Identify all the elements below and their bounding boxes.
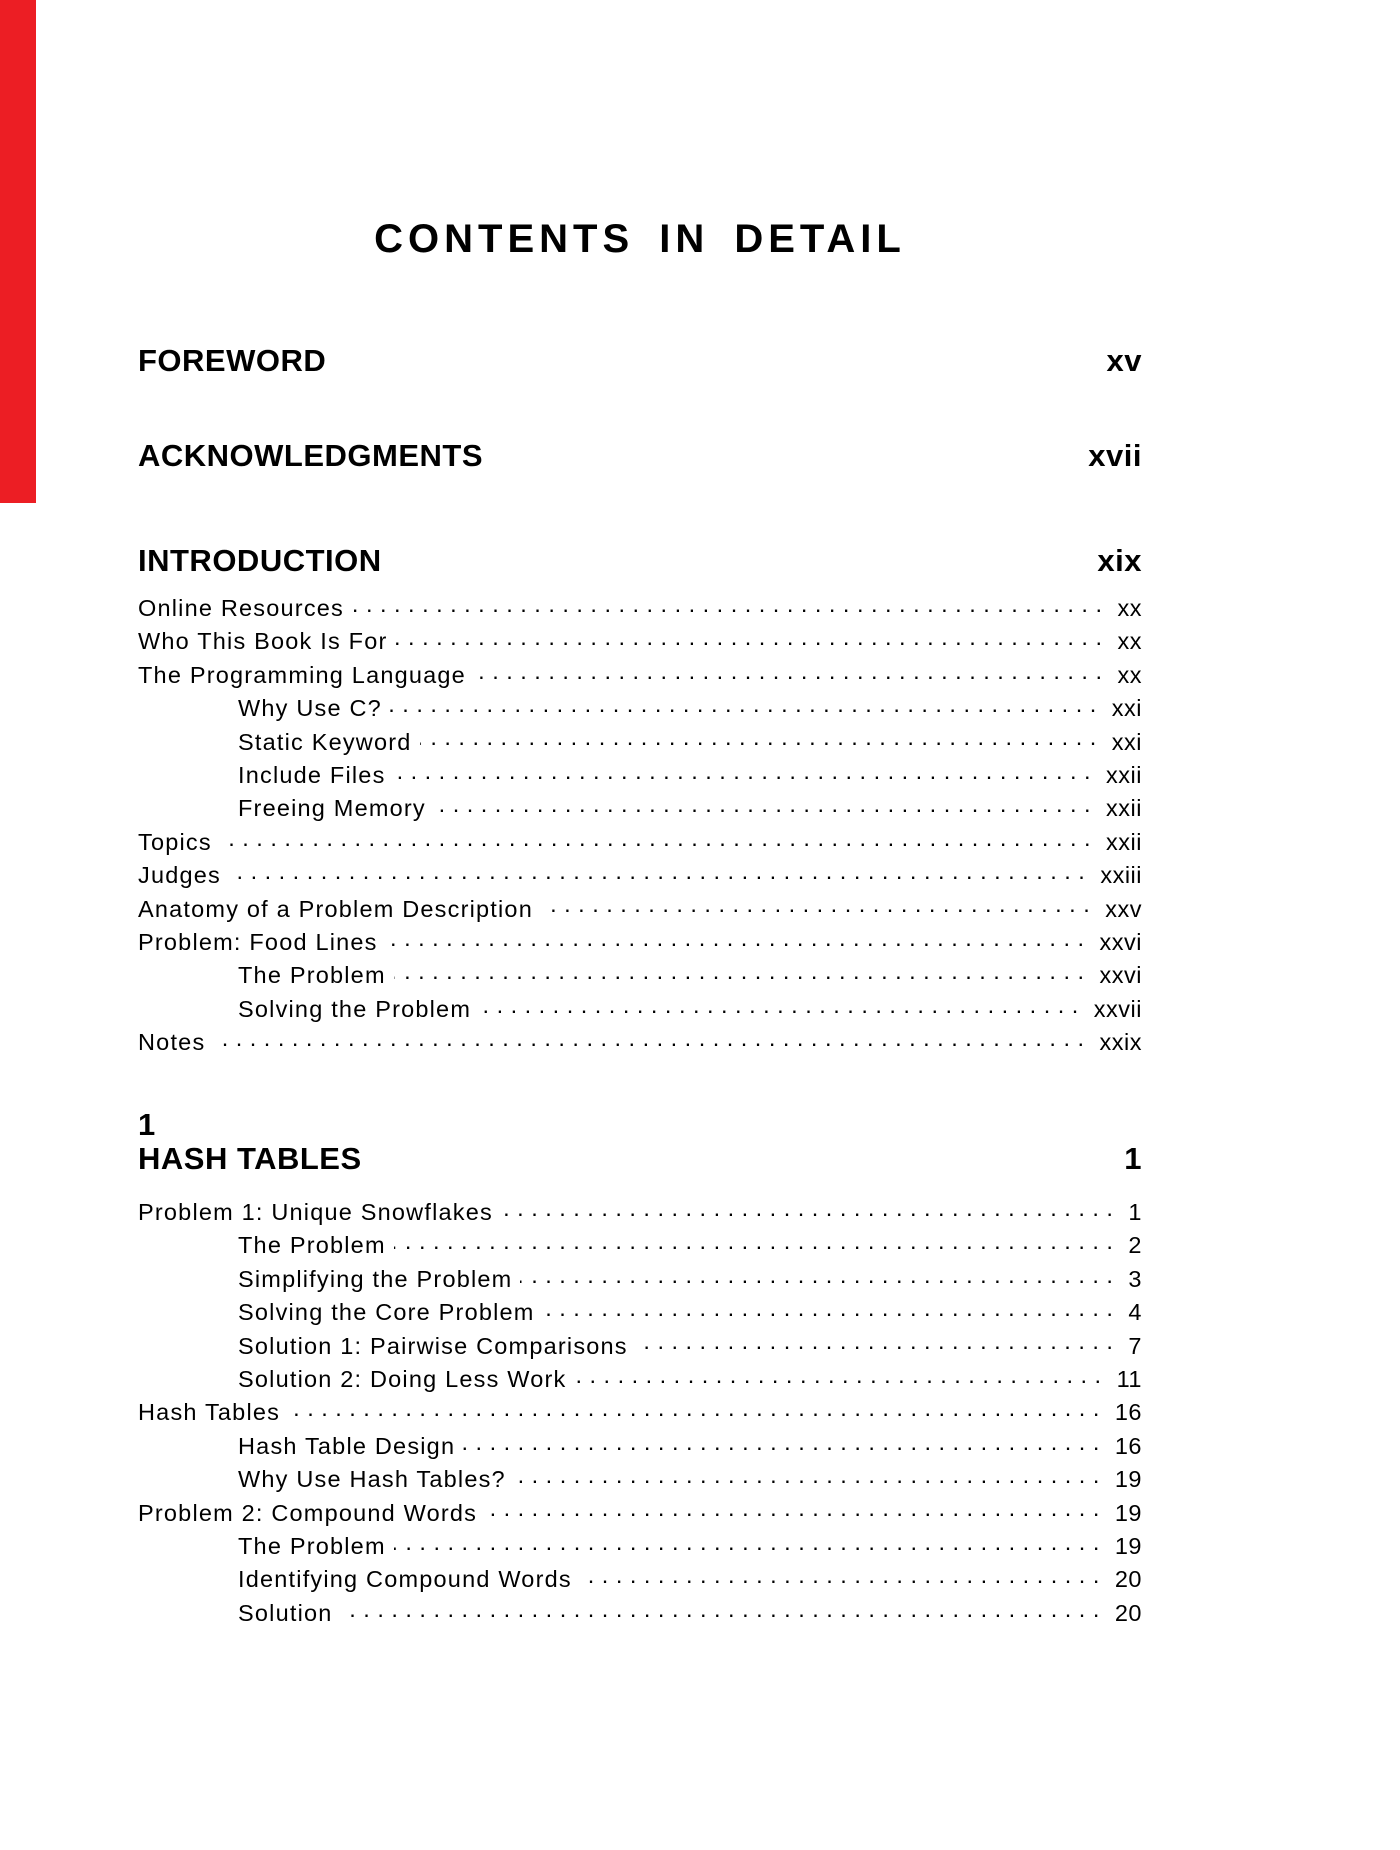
entry-label: Problem 2: Compound Words bbox=[138, 1499, 478, 1526]
toc-entry-row bbox=[138, 726, 1142, 759]
entry-page-number: xxiii bbox=[1100, 862, 1142, 889]
toc-entry-row bbox=[138, 893, 1142, 926]
toc-entry-row bbox=[138, 1430, 1142, 1463]
introduction-entry-list bbox=[138, 592, 1142, 1059]
dot-leader bbox=[474, 659, 1110, 692]
entry-label: Solving the Core Problem bbox=[238, 1299, 535, 1326]
toc-entry-row bbox=[138, 1497, 1142, 1530]
dot-leader bbox=[386, 926, 1092, 959]
toc-entry-row bbox=[138, 1026, 1142, 1059]
toc-entry-row bbox=[138, 959, 1142, 992]
entry-label: Notes bbox=[138, 1029, 206, 1056]
toc-entry-row bbox=[138, 826, 1142, 859]
entry-page-number: xxv bbox=[1105, 895, 1142, 922]
dot-leader bbox=[501, 1196, 1120, 1229]
dot-leader bbox=[213, 1026, 1091, 1059]
entry-page-number: xxii bbox=[1106, 828, 1142, 855]
entry-page-number: 20 bbox=[1114, 1599, 1142, 1626]
toc-entry-row bbox=[138, 659, 1142, 692]
toc-entry-row bbox=[138, 692, 1142, 725]
entry-label: Include Files bbox=[238, 761, 386, 788]
entry-page-number: 11 bbox=[1116, 1365, 1142, 1392]
entry-label: Static Keyword bbox=[238, 728, 412, 755]
dot-leader bbox=[396, 625, 1110, 658]
entry-page-number: xxi bbox=[1111, 728, 1142, 755]
entry-label: The Problem bbox=[238, 962, 386, 989]
entry-label: Solution bbox=[238, 1599, 333, 1626]
toc-entry-row bbox=[138, 1563, 1142, 1596]
entry-label: Solution 1: Pairwise Comparisons bbox=[238, 1332, 628, 1359]
section-label: ACKNOWLEDGMENTS bbox=[138, 438, 484, 473]
section-header-acknowledgments bbox=[138, 439, 1142, 473]
page-title: CONTENTS IN DETAIL bbox=[374, 216, 906, 261]
toc-entry-row bbox=[138, 1530, 1142, 1563]
dot-leader bbox=[352, 592, 1110, 625]
entry-label: Problem: Food Lines bbox=[138, 928, 378, 955]
section-header-introduction bbox=[138, 544, 1142, 578]
toc-entry-row bbox=[138, 1396, 1142, 1429]
entry-page-number: 16 bbox=[1114, 1399, 1142, 1426]
entry-label: The Problem bbox=[238, 1532, 386, 1559]
entry-page-number: xxi bbox=[1111, 695, 1142, 722]
dot-leader bbox=[463, 1430, 1107, 1463]
entry-page-number: 19 bbox=[1114, 1532, 1142, 1559]
entry-page-number: 19 bbox=[1114, 1499, 1142, 1526]
toc-entry-row bbox=[138, 1330, 1142, 1363]
dot-leader bbox=[390, 692, 1104, 725]
toc-entry-row bbox=[138, 1196, 1142, 1229]
section-page-number: xv bbox=[1106, 343, 1142, 378]
entry-label: Topics bbox=[138, 828, 212, 855]
toc-entry-row bbox=[138, 792, 1142, 825]
entry-page-number: xx bbox=[1117, 661, 1142, 688]
early-access-banner bbox=[0, 0, 36, 503]
dot-leader bbox=[434, 792, 1098, 825]
section-label: INTRODUCTION bbox=[138, 543, 382, 578]
dot-leader bbox=[541, 893, 1097, 926]
section-header-foreword bbox=[138, 344, 1142, 378]
entry-page-number: 2 bbox=[1128, 1232, 1142, 1259]
toc-entry-row bbox=[138, 859, 1142, 892]
dot-leader bbox=[636, 1330, 1121, 1363]
section-page-number: xix bbox=[1097, 543, 1142, 578]
section-page-number: xvii bbox=[1088, 438, 1142, 473]
dot-leader bbox=[485, 1497, 1107, 1530]
chapter-number: 1 bbox=[138, 1107, 156, 1142]
dot-leader bbox=[341, 1597, 1107, 1630]
dot-leader bbox=[394, 1229, 1121, 1262]
dot-leader bbox=[514, 1463, 1107, 1496]
entry-label: Simplifying the Problem bbox=[238, 1265, 513, 1292]
toc-entry-row bbox=[138, 1597, 1142, 1630]
entry-label: Judges bbox=[138, 862, 221, 889]
toc-entry-row bbox=[138, 1296, 1142, 1329]
entry-label: Solution 2: Doing Less Work bbox=[238, 1365, 567, 1392]
entry-page-number: 19 bbox=[1114, 1466, 1142, 1493]
chapter-header-hash-tables bbox=[138, 1142, 1142, 1176]
toc-entry-row bbox=[138, 993, 1142, 1026]
entry-label: Problem 1: Unique Snowflakes bbox=[138, 1199, 493, 1225]
entry-label: Why Use C? bbox=[238, 695, 382, 722]
dot-leader bbox=[229, 859, 1092, 892]
entry-label: Freeing Memory bbox=[238, 795, 426, 822]
entry-page-number: 3 bbox=[1128, 1265, 1142, 1292]
dot-leader bbox=[574, 1363, 1108, 1396]
entry-label: The Programming Language bbox=[138, 661, 466, 688]
toc-entry-row bbox=[138, 926, 1142, 959]
chapter-title: HASH TABLES bbox=[138, 1141, 362, 1176]
entry-page-number: 1 bbox=[1128, 1199, 1142, 1225]
toc-entry-row bbox=[138, 759, 1142, 792]
entry-label: Hash Table Design bbox=[238, 1432, 456, 1459]
entry-label: Solving the Problem bbox=[238, 995, 472, 1022]
section-label: FOREWORD bbox=[138, 343, 327, 378]
dot-leader bbox=[420, 726, 1104, 759]
dot-leader bbox=[220, 826, 1098, 859]
entry-label: Hash Tables bbox=[138, 1399, 281, 1426]
entry-page-number: 16 bbox=[1114, 1432, 1142, 1459]
entry-page-number: xxvi bbox=[1099, 962, 1142, 989]
dot-leader bbox=[479, 993, 1086, 1026]
entry-label: Why Use Hash Tables? bbox=[238, 1466, 506, 1493]
toc-entry-row bbox=[138, 625, 1142, 658]
dot-leader bbox=[288, 1396, 1107, 1429]
chapter-page-number: 1 bbox=[1124, 1141, 1142, 1176]
chapter-entry-list bbox=[138, 1196, 1142, 1630]
dot-leader bbox=[394, 759, 1099, 792]
entry-page-number: 20 bbox=[1114, 1566, 1142, 1593]
entry-page-number: xx bbox=[1117, 628, 1142, 655]
dot-leader bbox=[394, 959, 1092, 992]
entry-page-number: xxii bbox=[1106, 795, 1142, 822]
entry-label: Who This Book Is For bbox=[138, 628, 388, 655]
toc-entry-row bbox=[138, 1463, 1142, 1496]
dot-leader bbox=[520, 1263, 1120, 1296]
dot-leader bbox=[580, 1563, 1107, 1596]
toc-entry-row bbox=[138, 592, 1142, 625]
entry-page-number: 7 bbox=[1128, 1332, 1142, 1359]
toc-entry-row bbox=[138, 1263, 1142, 1296]
toc-entry-row bbox=[138, 1363, 1142, 1396]
entry-page-number: xxvi bbox=[1099, 928, 1142, 955]
entry-page-number: xxii bbox=[1106, 761, 1142, 788]
entry-page-number: xxix bbox=[1099, 1029, 1142, 1056]
entry-label: Anatomy of a Problem Description bbox=[138, 895, 533, 922]
toc-entry-row bbox=[138, 1229, 1142, 1262]
dot-leader bbox=[394, 1530, 1107, 1563]
entry-label: Identifying Compound Words bbox=[238, 1566, 572, 1593]
entry-page-number: xx bbox=[1117, 595, 1142, 621]
dot-leader bbox=[543, 1296, 1121, 1329]
entry-page-number: xxvii bbox=[1093, 995, 1142, 1022]
entry-page-number: 4 bbox=[1128, 1299, 1142, 1326]
entry-label: The Problem bbox=[238, 1232, 386, 1259]
entry-label: Online Resources bbox=[138, 595, 344, 621]
